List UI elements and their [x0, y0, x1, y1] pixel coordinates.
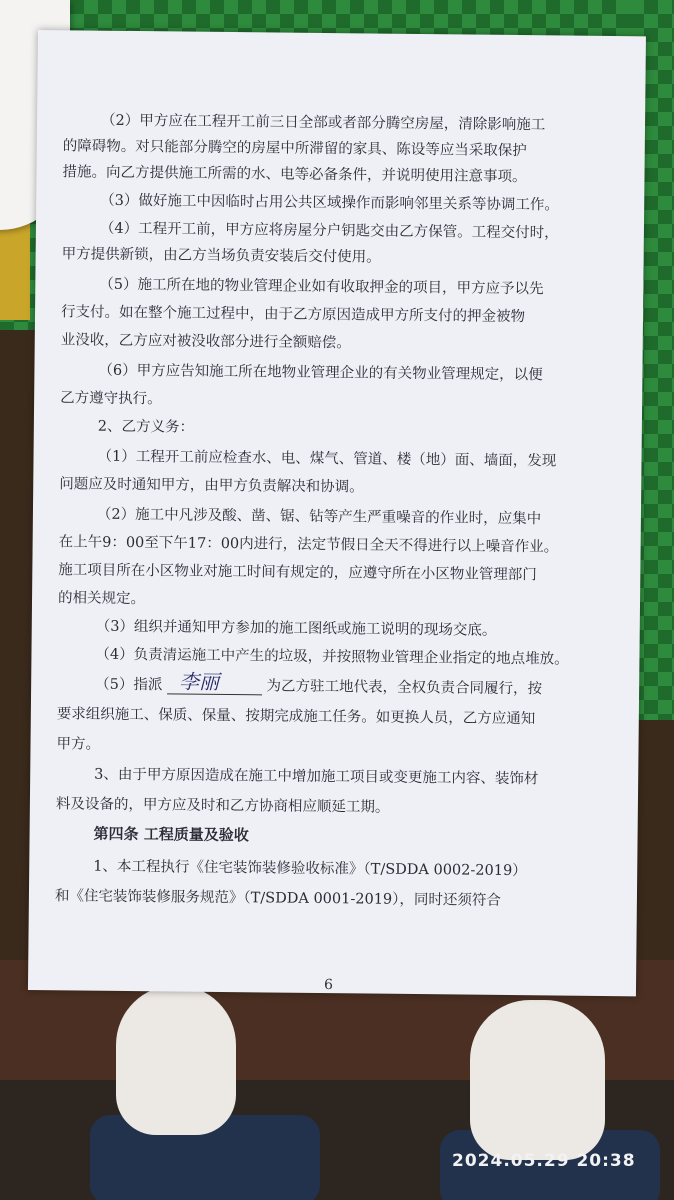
text-line: 在上午9：00至下午17：00内进行，法定节假日全天不得进行以上噪音作业。: [58, 534, 559, 556]
text-line: 措施。向乙方提供施工所需的水、电等必备条件，并说明使用注意事项。: [62, 164, 527, 186]
text-line: 料及设备的，甲方应及时和乙方协商相应顺延工期。: [55, 796, 390, 816]
signature-field: [167, 669, 262, 695]
item5-suffix: 为乙方驻工地代表，全权负责合同履行，按: [266, 678, 543, 698]
contract-text: [54, 108, 623, 994]
photo-timestamp: 2024.05.29 20:38: [452, 1151, 636, 1171]
right-slipper: [470, 1000, 605, 1160]
text-line: 的障碍物。对只能部分腾空的房屋中所滞留的家具、陈设等应当采取保护: [62, 138, 527, 160]
text-line: 问题应及时通知甲方，由甲方负责解决和协调。: [59, 476, 364, 496]
text-line: （3）组织并通知甲方参加的施工图纸或施工说明的现场交底。: [95, 618, 497, 639]
text-line: （1）工程开工前应检查水、电、煤气、管道、楼（地）面、墙面，发现: [97, 448, 557, 470]
text-line: （6）甲方应告知施工所在地物业管理企业的有关物业管理规定，以便: [98, 362, 543, 384]
page-number: 6: [323, 977, 334, 994]
item5-prefix: （5）指派: [95, 676, 163, 694]
text-line: （2）甲方应在工程开工前三日全部或者部分腾空房屋，清除影响施工: [100, 112, 546, 134]
text-line: （4）负责清运施工中产生的垃圾，并按照物业管理企业指定的地点堆放。: [95, 646, 569, 668]
text-line: 甲方提供新锁，由乙方当场负责安装后交付使用。: [61, 246, 381, 266]
text-line: （4）工程开工前，甲方应将房屋分户钥匙交由乙方保管。工程交付时，: [99, 220, 559, 242]
text-line: （5）施工所在地的物业管理企业如有收取押金的项目，甲方应予以先: [99, 276, 544, 298]
representative-line: [95, 669, 543, 699]
text-line: 的相关规定。: [57, 590, 146, 608]
text-line: （2）施工中凡涉及酸、凿、锯、钻等产生严重噪音的作业时，应集中: [96, 506, 542, 528]
text-line: 业没收，乙方应对被没收部分进行全额赔偿。: [60, 332, 351, 352]
text-line: 3、由于甲方原因造成在施工中增加施工项目或变更施工内容、装饰材: [94, 766, 539, 788]
left-slipper: [116, 985, 236, 1135]
text-line: 乙方遵守执行。: [60, 390, 162, 408]
text-line: 施工项目所在小区物业对施工时间有规定的，应遵守所在小区物业管理部门: [58, 562, 537, 584]
text-line: 和《住宅装饰装修服务规范》（T/SDDA 0001-2019），同时还须符合: [54, 888, 502, 909]
text-line: 行支付。如在整个施工过程中，由于乙方原因造成甲方所支付的押金被物: [60, 304, 526, 326]
text-line: 甲方。: [56, 736, 101, 753]
text-line: 1、本工程执行《住宅装饰装修验收标准》（T/SDDA 0002-2019）: [93, 858, 527, 880]
handwritten-signature: 李丽: [178, 669, 220, 694]
section-heading: 第四条 工程质量及验收: [93, 824, 249, 845]
contract-page: [28, 30, 646, 996]
text-line: （3）做好施工中因临时占用公共区域操作而影响邻里关系等协调工作。: [100, 192, 560, 214]
text-line: 2、乙方义务：: [97, 418, 195, 436]
text-line: 要求组织施工、保质、保量、按期完成施工任务。如更换人员，乙方应通知: [56, 706, 536, 728]
